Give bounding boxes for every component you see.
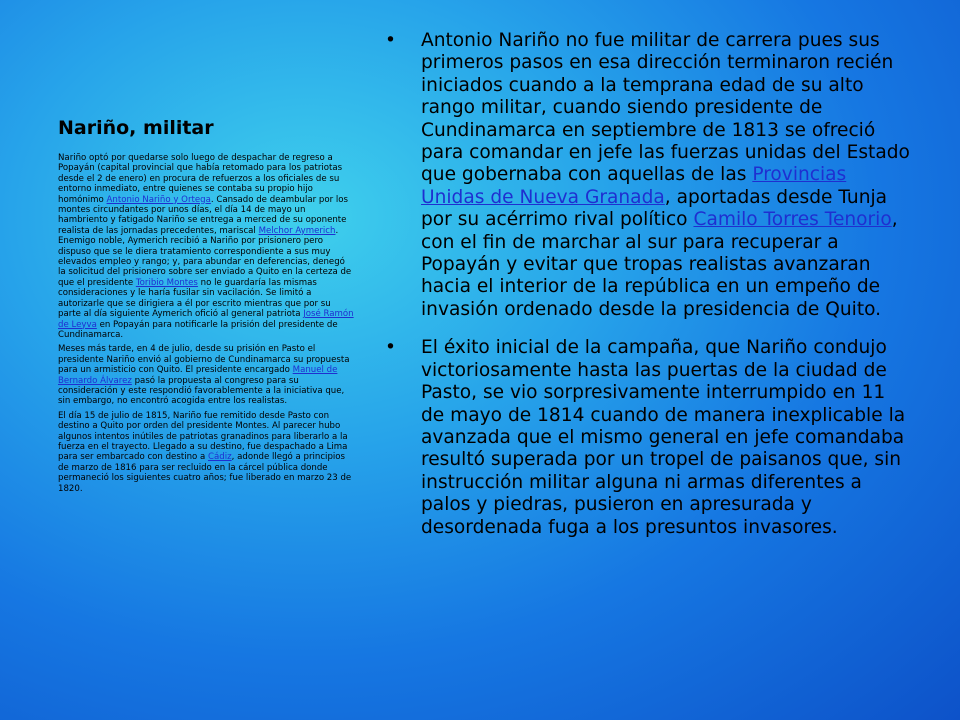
text-segment: , con el fin de marchar al sur para recuperar a Popayán y evitar que tropas realistas avanzaran hacia el interior de la república en un empeño de invasión ordenado desde la presidencia de Quito. — [421, 209, 898, 320]
text-segment: Nariño optó por quedarse solo luego de despachar de regreso a Popayán (capital provincial que había retomado para los patriotas desde el 2 de enero) en procura de refuerzos a los oficiales de su entorno inmediato, entre quienes se contaba su propio hijo homónimo — [58, 153, 343, 205]
bullet-list — [385, 30, 910, 539]
text-segment: . Enemigo noble, Aymerich recibió a Nariño por prisionero pero dispuso que se le diera tratamiento correspondiente a sus muy elevados empleo y rango; y, para abundar en deferencias, denegó la solicitud del prisionero sobre ser enviado a Quito en la certeza de que el presidente — [58, 225, 352, 288]
link-manuel-de-bernardo-alvarez[interactable]: Manuel de Bernardo Álvarez — [58, 365, 338, 386]
link-camilo-torres-tenorio[interactable]: Camilo Torres Tenorio — [693, 209, 892, 231]
link-jose-ramon-de-leyva[interactable]: José Ramón de Leyva — [58, 309, 354, 330]
text-segment: , adonde llegó a principios de marzo de 1816 para ser recluido en la cárcel pública donde permaneció los siguientes cuatro años; fue liberado en marzo 23 de 1820. — [58, 452, 352, 494]
left-paragraph-1 — [58, 153, 354, 340]
bullet-icon: • — [385, 30, 396, 51]
bullet-item-1 — [385, 30, 910, 321]
right-text-column — [385, 30, 910, 555]
text-segment: pasó la propuesta al congreso para su consideración y este respondió favorablemente a la iniciativa que, sin embargo, no encontró acogida entre los realistas. — [58, 375, 345, 407]
text-segment: . Cansado de deambular por los montes circundantes por unos días, el día 14 de mayo un hambriento y fatigado Nariño se entrega a merced de su oponente realista de las jornadas precedentes, mariscal — [58, 194, 348, 236]
link-melchor-aymerich[interactable]: Melchor Aymerich — [258, 225, 336, 236]
link-cadiz[interactable]: Cádiz — [208, 452, 232, 463]
bullet-item-2 — [385, 337, 910, 539]
text-segment: no le guardaría las mismas consideraciones y le haría fusilar sin vacilación. Se limitó a autorizarle que se dirigiera a él por escrito mientras que por su parte al día siguiente Aymerich ofició al general patriota — [58, 277, 331, 320]
left-text-column — [58, 153, 354, 498]
link-antonio-narino-y-ortega[interactable]: Antonio Nariño y Ortega — [106, 194, 211, 205]
text-segment: , aportadas desde Tunja por su acérrimo rival político — [421, 186, 888, 231]
text-segment: El día 15 de julio de 1815, Nariño fue remitido desde Pasto con destino a Quito por orden del presidente Montes. Al parecer hubo algunos intentos inútiles de patriotas granadinos para liberarlo a la fuerza en el trayecto. Llegado a su destino, fue despachado a Lima para ser embarcado con destino a — [58, 410, 348, 463]
left-paragraph-2 — [58, 344, 354, 406]
left-paragraph-3 — [58, 411, 354, 494]
text-segment: El éxito inicial de la campaña, que Nariño condujo victoriosamente hasta las puertas de la ciudad de Pasto, se vio sorpresivamente interrumpido en 11 de mayo de 1814 cuando de manera inexplicable la avanzada que el mismo general en jefe comandaba resultó superada por un tropel de paisanos que, sin instrucción militar alguna ni armas diferentes a palos y piedras, pusieron en apresurada y desordenada fuga a los presuntos invasores. — [421, 337, 906, 538]
link-toribio-montes[interactable]: Toribio Montes — [135, 277, 198, 288]
link-provincias-unidas-de-nueva-granada[interactable]: Provincias Unidas de Nueva Granada — [421, 164, 847, 208]
text-segment: Antonio Nariño no fue militar de carrera pues sus primeros pasos en esa dirección terminaron recién iniciados cuando a la temprana edad de su alto rango militar, cuando siendo presidente de Cundinamarca en septiembre de 1813 se ofreció para comandar en jefe las fuerzas unidas del Estado que gobernaba con aquellas de las — [421, 30, 910, 186]
text-segment: en Popayán para notificarle la prisión del presidente de Cundinamarca. — [58, 319, 338, 340]
text-segment: Meses más tarde, en 4 de julio, desde su prisión en Pasto el presidente Nariño envió al gobierno de Cundinamarca su propuesta para un armisticio con Quito. El presidente encargado — [58, 344, 350, 376]
slide-title: Nariño, militar — [58, 117, 214, 139]
bullet-icon: • — [385, 337, 396, 359]
